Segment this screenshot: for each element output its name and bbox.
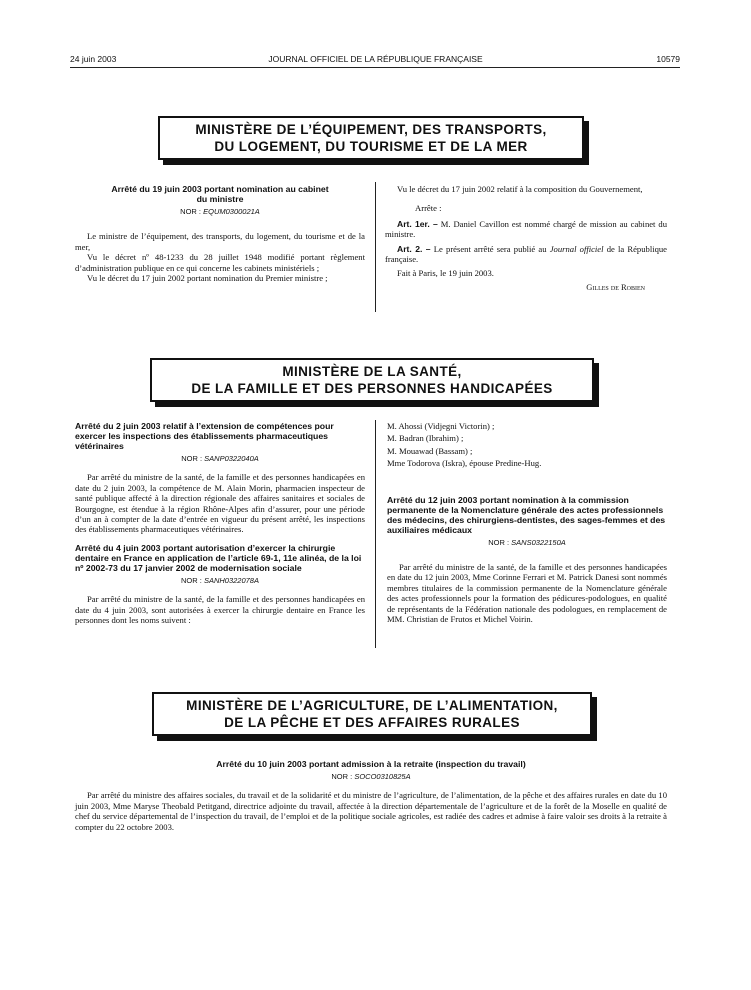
article-1: Art. 1er. – M. Daniel Cavillon est nommé chargé de mission au cabinet du ministre. (385, 218, 667, 240)
nor-reference: NOR : SANP0322040A (181, 454, 259, 463)
list-item: M. Mouawad (Bassam) ; (387, 445, 473, 456)
signature: Gilles de Robien (586, 281, 645, 292)
paragraph: Par arrêté du ministre des affaires sociales, du travail et de la solidarité et du ministre de l’agriculture, de l’alimentation, de la pêche et des affaires rurales en date du 10 juin 2003, Mme Maryse Theobald Petitgand, directrice adjointe du travail, affectée à la direction départementale de l’agriculture et de la forêt de la Moselle en qualité de chef du service départemental de l’inspection du travail, de l’emploi et de la politique sociale agricoles, est radiée des cadres et admise à faire valoir ses droits à la retraite à compter du 22 octobre 2003. (75, 790, 667, 832)
arrete-title: Arrêté du 10 juin 2003 portant admission à la retraite (inspection du travail) (216, 759, 526, 769)
ministry-equipement-box (158, 116, 584, 160)
paragraph: Vu le décret du 17 juin 2002 portant nomination du Premier ministre ; (87, 273, 328, 284)
ministry-sante-line2: DE LA FAMILLE ET DES PERSONNES HANDICAPÉES (191, 381, 553, 396)
nor-reference: NOR : SANS0322150A (488, 537, 566, 547)
arrete-title: Arrêté du 19 juin 2003 portant nomination au cabinet du ministre (111, 184, 329, 204)
paragraph: Par arrêté du ministre de la santé, de la famille et des personnes handicapées en date du 4 juin 2003, sont autorisées à exercer la chirurgie dentaire en France les personnes dont les noms suivent : (75, 594, 365, 626)
ministry-agriculture-line1: MINISTÈRE DE L’AGRICULTURE, DE L’ALIMENTATION, (186, 698, 558, 713)
sante-left-column (75, 421, 365, 625)
paragraph: Par arrêté du ministre de la santé, de la famille et des personnes handicapées en date du 12 juin 2003, Mme Corinne Ferrari et M. Patrick Danesi sont nommés membres titulaires de la commission permanente de la Nomenclature générale des actes professionnels pour la formation des pédicures-podologues, en qualité de représentants de la Fédération nationale des podologues, en remplacement de MM. Christian de Frutos et Michel Voirin. (387, 562, 667, 625)
header-rule (70, 67, 680, 68)
equipement-right-column (385, 184, 667, 292)
list-item: Mme Todorova (Iskra), épouse Predine-Hug. (387, 458, 542, 469)
column-separator (375, 420, 376, 648)
fait-a-paris: Fait à Paris, le 19 juin 2003. (397, 268, 494, 279)
ministry-equipement-line1: MINISTÈRE DE L’ÉQUIPEMENT, DES TRANSPORTS, (195, 122, 547, 137)
header-page-number: 10579 (656, 54, 680, 64)
column-separator (375, 182, 376, 312)
equipement-left-column (75, 184, 365, 283)
list-item: M. Ahossi (Vidjegni Victorin) ; (387, 421, 495, 431)
ministry-sante-box (150, 358, 594, 402)
ministry-agriculture-line2: DE LA PÊCHE ET DES AFFAIRES RURALES (224, 715, 520, 730)
paragraph: Le ministre de l’équipement, des transports, du logement, du tourisme et de la mer, (75, 231, 365, 252)
paragraph: Par arrêté du ministre de la santé, de la famille et des personnes handicapées en date du 2 juin 2003, la compétence de M. Alain Morin, pharmacien inspecteur de santé publique affecté à la direction régionale des affaires sanitaires et sociales de Bourgogne, est étendue à la région Rhône-Alpes afin d’assurer, pour une période d’un an à compter de la date d’entrée en vigueur du présent arrêté, les inspections des établissements pharmaceutiques vétérinaires. (75, 472, 365, 535)
arrete-title: Arrêté du 2 juin 2003 relatif à l’extension de compétences pour exercer les inspections des établissements pharmaceutiques vétérinaires (75, 421, 334, 451)
arrete-label: Arrête : (415, 203, 442, 214)
arrete-title: Arrêté du 4 juin 2003 portant autorisation d’exercer la chirurgie dentaire en France en application de l’article 69-1, 11e alinéa, de la loi nº 2002-73 du 17 janvier 2002 de modernisation sociale (75, 542, 362, 573)
nor-reference: NOR : SANH0322078A (181, 575, 259, 585)
article-2: Art. 2. – Le présent arrêté sera publié au Journal officiel de la République française. (385, 243, 667, 265)
sante-right-column (387, 421, 667, 626)
header-date: 24 juin 2003 (70, 54, 117, 64)
header-journal-title: JOURNAL OFFICIEL DE LA RÉPUBLIQUE FRANÇAISE (268, 54, 483, 64)
arrete-title: Arrêté du 12 juin 2003 portant nomination à la commission permanente de la Nomenclature générale des actes professionnels des médecins, des chirurgiens-dentistes, des sages-femmes et des auxiliaires médicaux (387, 494, 666, 535)
ministry-equipement-line2: DU LOGEMENT, DU TOURISME ET DE LA MER (214, 139, 528, 154)
agriculture-column (75, 759, 667, 832)
list-item: M. Badran (Ibrahim) ; (387, 433, 464, 444)
paragraph: Vu le décret nº 48-1233 du 28 juillet 1948 modifié portant règlement d’administration publique en ce qui concerne les cabinets ministériels ; (75, 252, 365, 273)
ministry-agriculture-box (152, 692, 592, 736)
nor-reference: NOR : EQUM0300021A (180, 207, 260, 216)
paragraph: Vu le décret du 17 juin 2002 relatif à la composition du Gouvernement, (397, 184, 643, 194)
ministry-sante-line1: MINISTÈRE DE LA SANTÉ, (282, 364, 462, 379)
nor-reference: NOR : SOCO0310825A (331, 772, 411, 781)
